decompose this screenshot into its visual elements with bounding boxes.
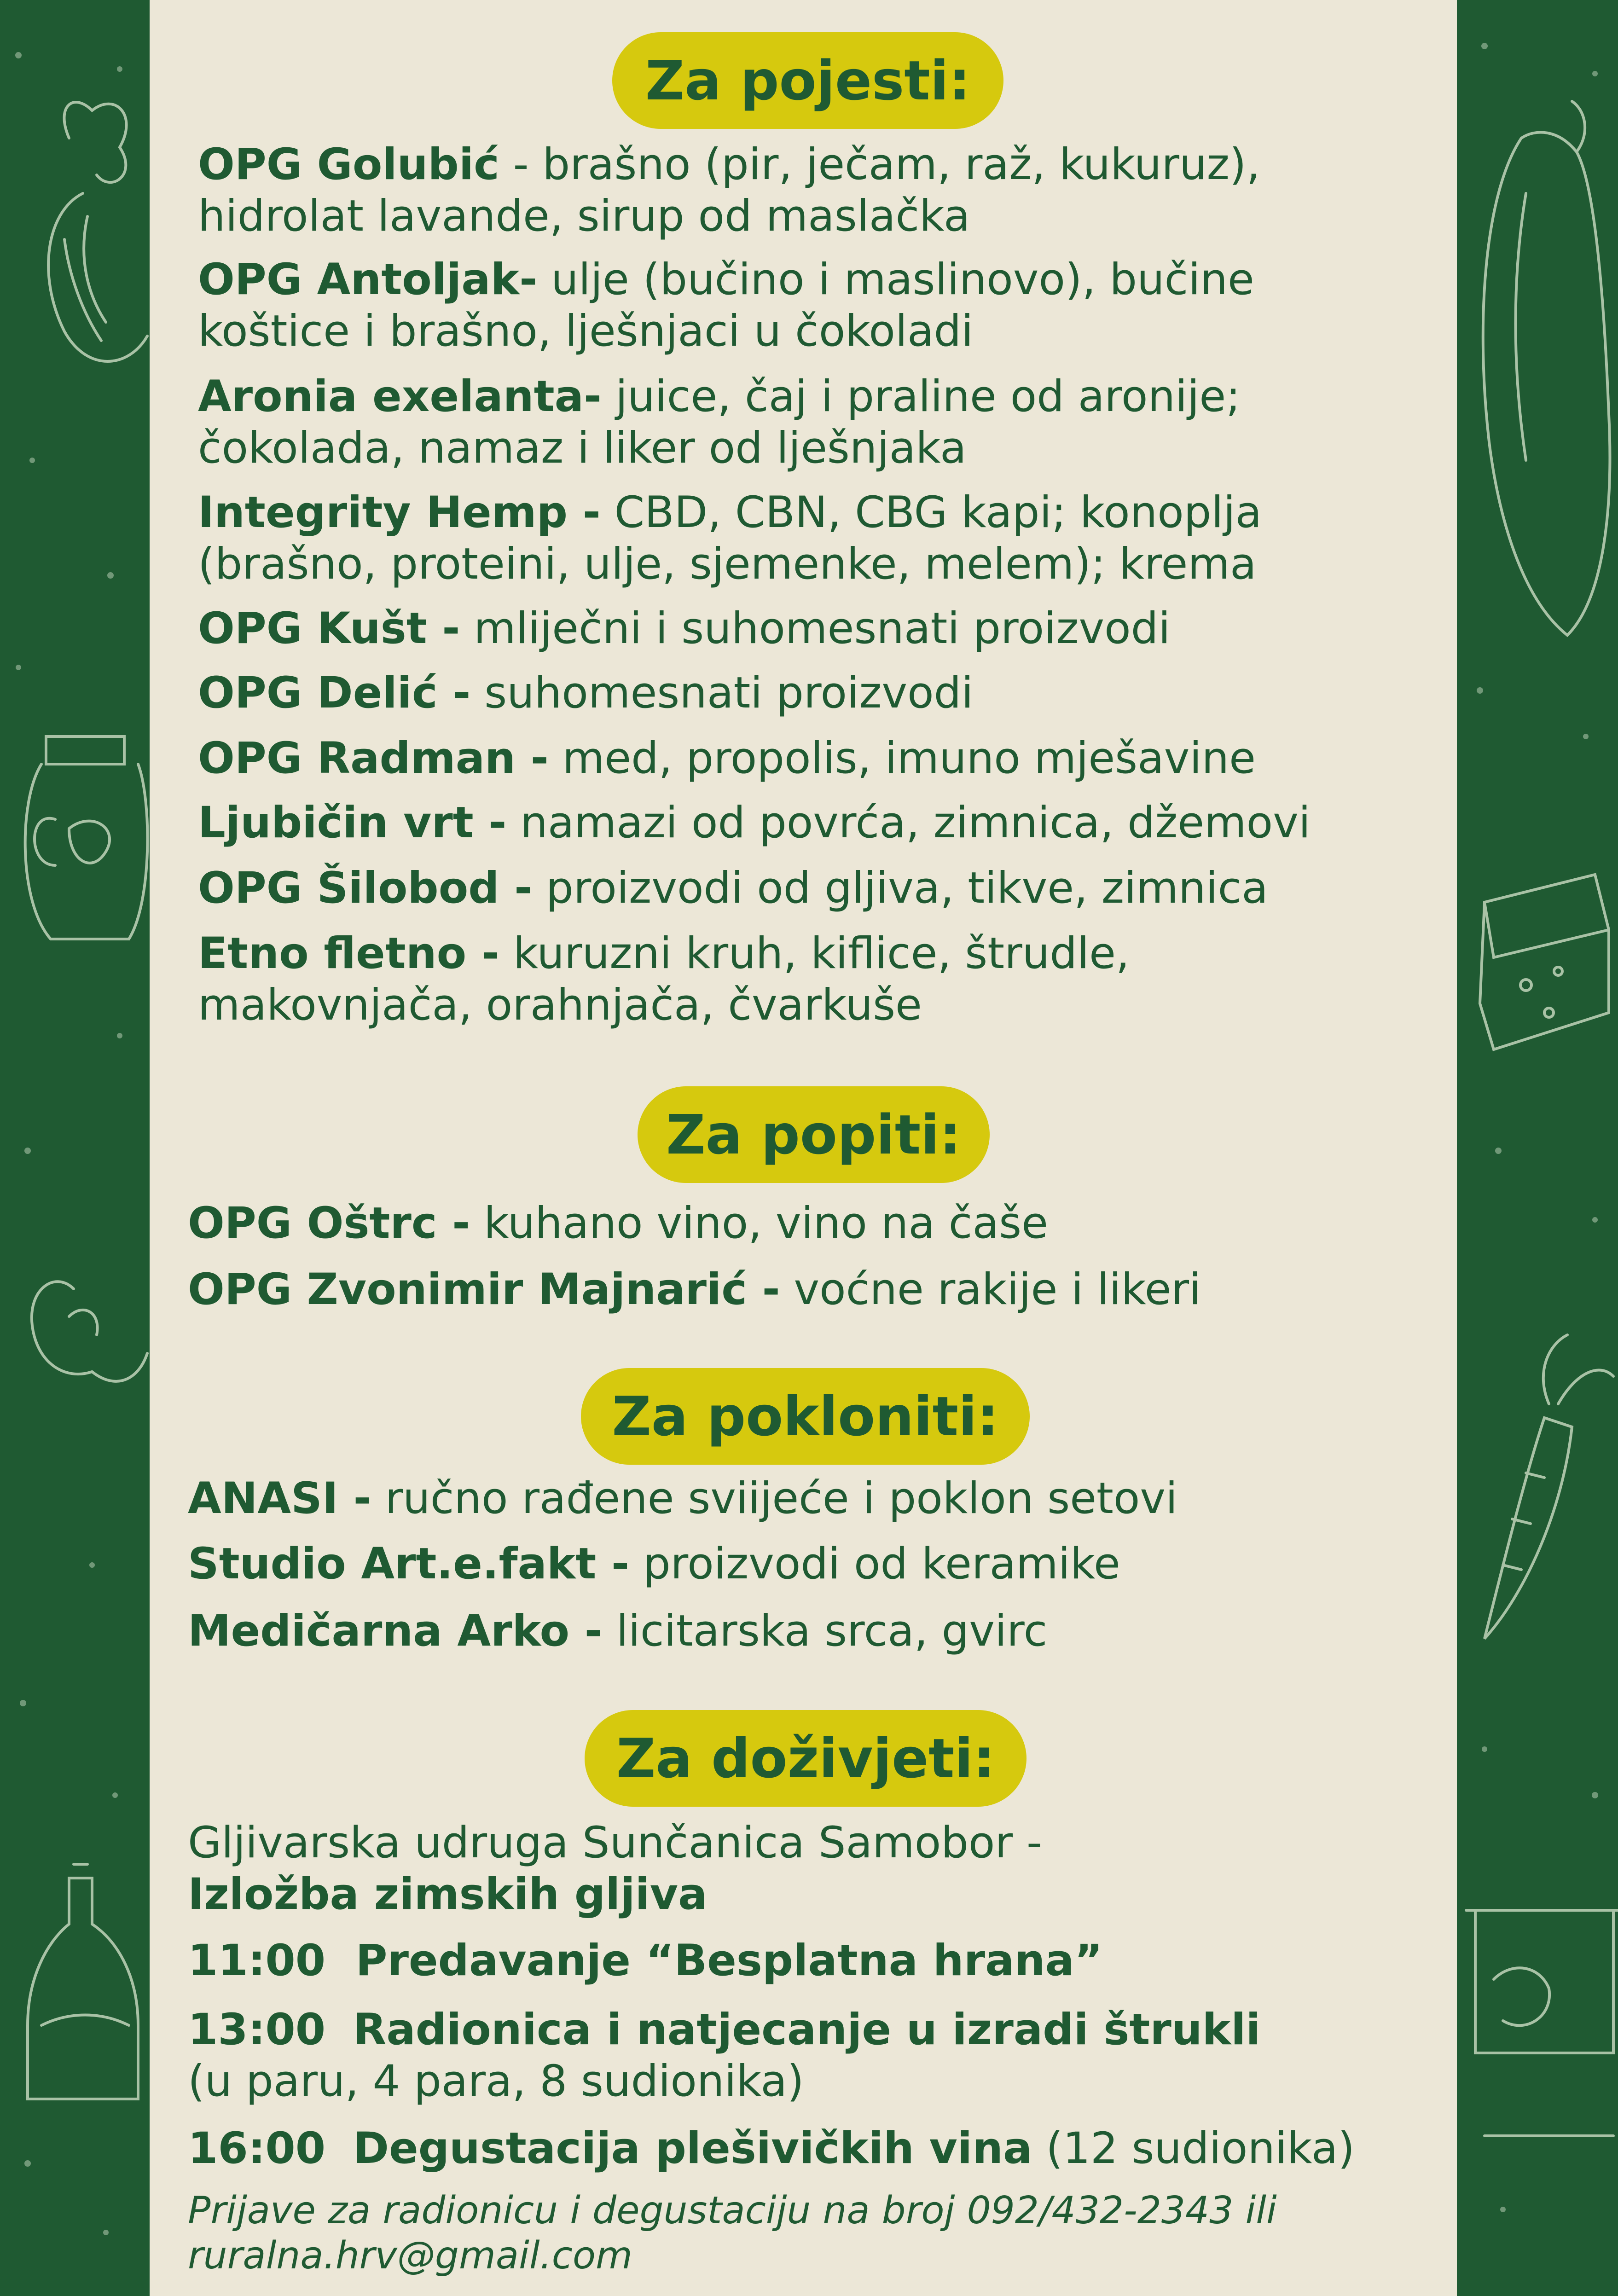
left-decor (0, 0, 150, 2296)
vendor-desc: juice, čaj i praline od aronije; (602, 371, 1241, 422)
list-item (188, 1473, 1177, 1525)
vendor-desc-cont: makovnjača, orahnjača, čvarkuše (198, 980, 922, 1030)
event-sub: (u paru, 4 para, 8 sudionika) (188, 2056, 804, 2106)
vendor-name: Integrity Hemp - (198, 487, 601, 538)
vendor-name: Studio Art.e.fakt - (188, 1539, 630, 1589)
vendor-desc: namazi od povrća, zimnica, džemovi (506, 798, 1311, 848)
event-time: 11:00 (188, 1936, 326, 1986)
org-line: Gljivarska udruga Sunčanica Samobor - (188, 1818, 1042, 1868)
exhibit-title: Izložba zimskih gljiva (188, 1869, 708, 1919)
cheese-icon (1480, 875, 1609, 1049)
beet-icon (48, 102, 147, 361)
vendor-name: ANASI - (188, 1473, 371, 1524)
list-item (198, 487, 1262, 590)
list-item (198, 254, 1254, 357)
registration-line: Prijave za radionicu i degustaciju na broj 092/432-2343 ili (188, 2189, 1277, 2232)
vendor-desc: ručno rađene sviijeće i poklon setovi (371, 1473, 1178, 1524)
vendor-desc: voćne rakije i likeri (780, 1264, 1201, 1315)
list-item (188, 1538, 1120, 1590)
list-item (198, 371, 1241, 474)
vendor-desc: med, propolis, imuno mješavine (548, 733, 1256, 783)
heading-gift: Za pokloniti: (581, 1368, 1030, 1465)
vendor-name: OPG Radman - (198, 733, 549, 783)
heading-eat: Za pojesti: (612, 32, 1003, 129)
vendor-desc: licitarska srca, gvirc (602, 1606, 1048, 1656)
heading-experience: Za doživjeti: (585, 1710, 1026, 1807)
org-block (188, 1817, 1042, 1920)
event-time: 13:00 (188, 2005, 326, 2055)
vendor-desc: kuruzni kruh, kiflice, štrudle, (499, 928, 1130, 979)
vendor-desc: proizvodi od keramike (629, 1539, 1120, 1589)
vendor-name: OPG Delić - (198, 668, 471, 718)
vendor-desc: kuhano vino, vino na čaše (470, 1198, 1048, 1248)
right-decor (1457, 0, 1618, 2296)
vendor-name: Ljubičin vrt - (198, 798, 507, 848)
vendor-desc: suhomesnati proizvodi (470, 668, 974, 718)
list-item (198, 139, 1260, 242)
event-item (188, 1935, 1103, 1987)
event-item (188, 2123, 1355, 2174)
event-item (188, 2004, 1261, 2107)
heading-drink: Za popiti: (638, 1086, 990, 1183)
vendor-name: Aronia exelanta- (198, 371, 602, 422)
squash-icon (1483, 101, 1610, 635)
vendor-desc: ulje (bučino i maslinovo), bučine (537, 255, 1254, 305)
vendor-desc: mliječni i suhomesnati proizvodi (460, 603, 1171, 654)
list-item (198, 733, 1256, 784)
list-item (198, 667, 973, 719)
list-item (188, 1606, 1047, 1657)
vendor-desc-cont: (brašno, proteini, ulje, sjemenke, melem); krema (198, 539, 1257, 589)
list-item (188, 1198, 1048, 1249)
list-item (198, 928, 1130, 1031)
vendor-name: OPG Šilobod - (198, 863, 533, 913)
contact-email: ruralna.hrv@gmail.com (188, 2234, 632, 2278)
event-time: 16:00 (188, 2123, 326, 2174)
list-item (188, 1264, 1201, 1316)
vendor-name: OPG Antoljak- (198, 255, 538, 305)
vendor-desc-cont: čokolada, namaz i liker od lješnjaka (198, 423, 967, 473)
vendor-name: OPG Kušt - (198, 603, 460, 654)
bottle-icon (28, 1864, 138, 2099)
vendor-name: Medičarna Arko - (188, 1606, 603, 1656)
jar-icon (25, 736, 148, 939)
vendor-desc-cont: hidrolat lavande, sirup od maslačka (198, 191, 970, 241)
event-title: Radionica i natjecanje u izradi štrukli (353, 2005, 1261, 2055)
list-item (198, 863, 1268, 914)
vendor-name: OPG Oštrc - (188, 1198, 470, 1248)
vendor-name: Etno fletno - (198, 928, 499, 979)
carrot-icon (1485, 1335, 1613, 1639)
list-item (198, 797, 1311, 849)
pot-icon (1466, 1910, 1618, 2136)
event-title: Degustacija plešivičkih vina (353, 2123, 1032, 2174)
vendor-name: OPG Golubić (198, 139, 499, 190)
event-extra: (12 sudionika) (1032, 2123, 1355, 2174)
vendor-desc: CBD, CBN, CBG kapi; konoplja (600, 487, 1262, 538)
event-title: Predavanje “Besplatna hrana” (355, 1936, 1103, 1986)
vendor-name: OPG Zvonimir Majnarić - (188, 1264, 780, 1315)
pepper-icon (32, 1281, 147, 1381)
vendor-desc-cont: koštice i brašno, lješnjaci u čokoladi (198, 306, 974, 356)
list-item (198, 603, 1170, 655)
registration-note (188, 2188, 1431, 2279)
vendor-desc: proizvodi od gljiva, tikve, zimnica (532, 863, 1268, 913)
vendor-desc: - brašno (pir, ječam, raž, kukuruz), (499, 139, 1260, 190)
